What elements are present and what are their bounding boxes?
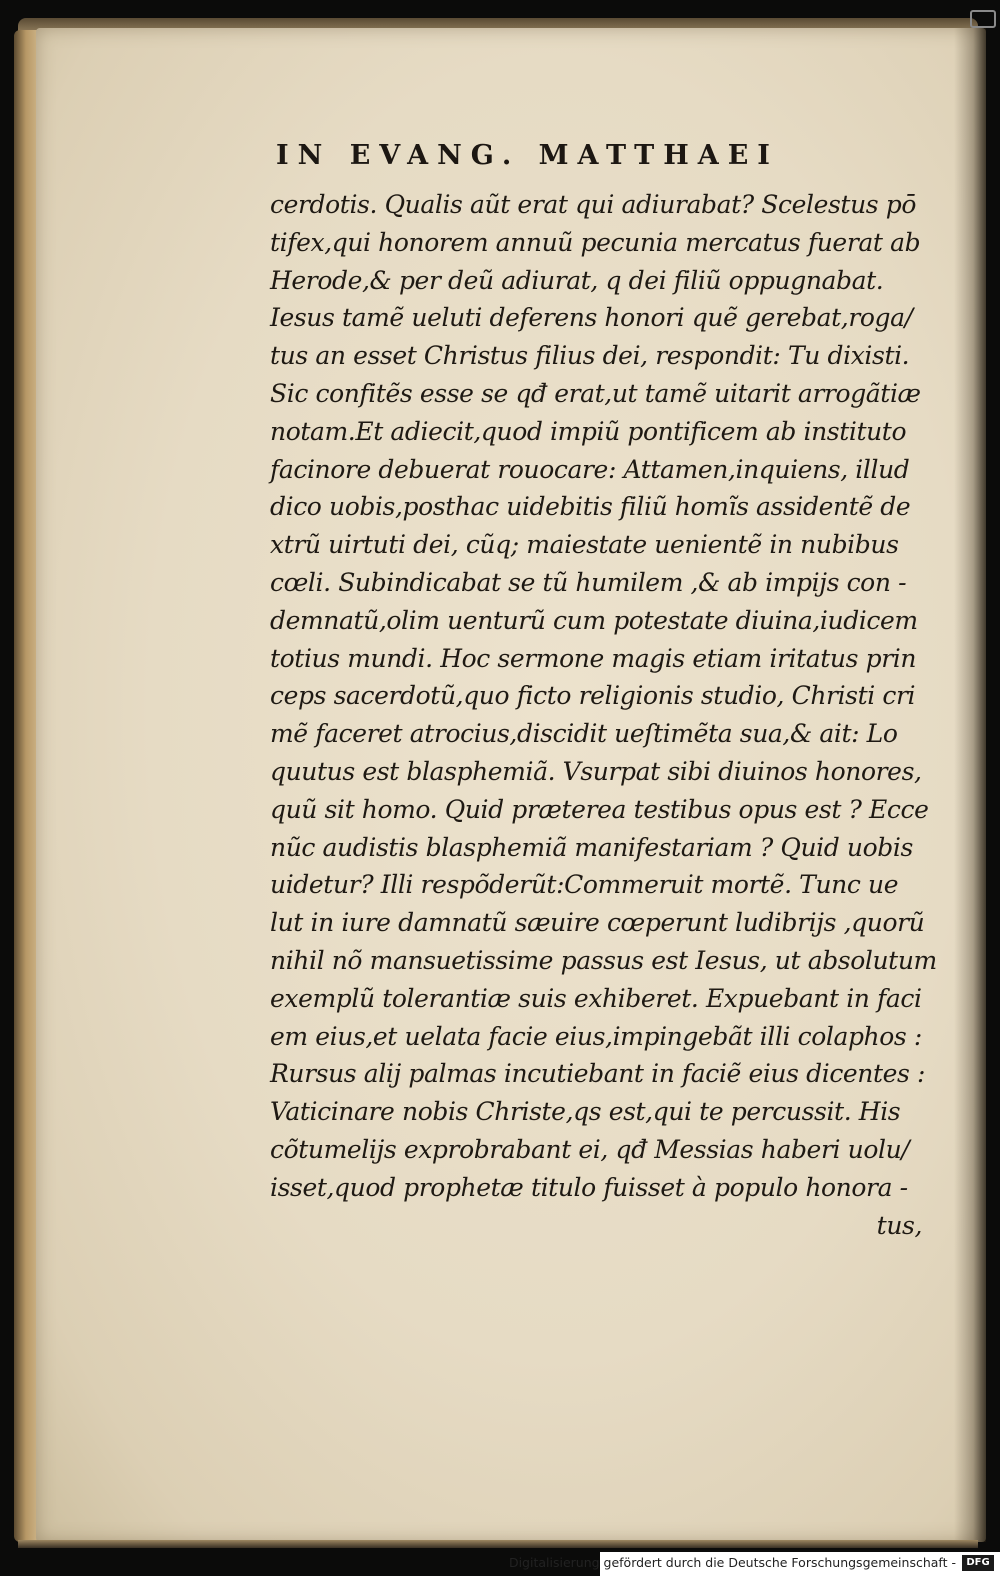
text-line: cœli. Subindicabat se tũ humilem ,& ab impijs con - — [270, 567, 907, 597]
body-text — [270, 186, 940, 1244]
text-line: nũc audistis blasphemiã manifestariam ? Quid uobis — [270, 832, 913, 862]
text-line: exemplũ tolerantiæ suis exhiberet. Expuebant in faci — [270, 983, 922, 1013]
binding-shadow — [954, 28, 986, 1542]
dfg-logo: DFG — [962, 1555, 994, 1571]
text-line: dico uobis,posthac uidebitis filiũ homĩs assidentẽ de — [270, 492, 911, 522]
book-bottom-edge — [18, 1540, 978, 1548]
text-line: nihil nõ mansuetissime passus est Iesus, ut absolutum — [270, 945, 937, 975]
text-line: em eius,et uelata facie eius,impingebãt illi colaphos : — [270, 1021, 922, 1051]
text-line: uidetur? Illi respõderũt:Commeruit mortẽ. Tunc ue — [270, 870, 899, 900]
text-line: lut in iure damnatũ sæuire cœperunt ludibrijs ,quorũ — [270, 908, 925, 938]
text-line: Herode,& per deũ adiurat, q dei filiũ oppugnabat. — [270, 265, 884, 295]
text-line: isset,quod prophetæ titulo fuisset à populo honora - — [270, 1172, 908, 1202]
text-line: quũ sit homo. Quid præterea testibus opus est ? Ecce — [270, 794, 929, 824]
text-line: tus an esset Christus filius dei, respondit: Tu dixisti. — [270, 341, 910, 371]
text-line: tifex,qui honorem annuũ pecunia mercatus fuerat ab — [270, 227, 921, 257]
text-line: Rursus alij palmas incutiebant in faciẽ eius dicentes : — [270, 1059, 926, 1089]
scan-corner-marker — [970, 10, 996, 28]
catchword-line: tus, — [876, 1210, 922, 1240]
funding-notice: Digitalisierung gefördert durch die Deutsche Forschungsgemeinschaft - — [508, 1555, 956, 1570]
text-line: demnatũ,olim uenturũ cum potestate diuina,iudicem — [270, 605, 918, 635]
text-line: Iesus tamẽ ueluti deferens honori quẽ gerebat,roga/ — [270, 303, 913, 333]
text-line: ceps sacerdotũ,quo ficto religionis studio, Christi cri — [270, 681, 916, 711]
text-line: Vaticinare nobis Christe,qs est,qui te percussit. His — [270, 1097, 901, 1127]
running-header: IN EVANG. MATTHAEI — [276, 140, 779, 171]
text-line: totius mundi. Hoc sermone magis etiam iritatus prin — [270, 643, 917, 673]
text-line: facinore debuerat rouocare: Attamen,inquiens, illud — [270, 454, 910, 484]
text-line: xtrũ uirtuti dei, cũq; maiestate uenientẽ in nubibus — [270, 530, 899, 560]
text-line: mẽ faceret atrocius,discidit ueſtimẽta sua,& ait: Lo — [270, 719, 898, 749]
text-line: cõtumelijs exprobrabant ei, qđ Messias haberi uolu/ — [270, 1134, 910, 1164]
text-line: quutus est blasphemiã. Vsurpat sibi diuinos honores, — [270, 756, 922, 786]
text-line: Sic confitẽs esse se qđ erat,ut tamẽ uitarit arrogãtiæ — [270, 378, 921, 408]
text-line: notam.Et adiecit,quod impiũ pontificem ab instituto — [270, 416, 907, 446]
text-line: cerdotis. Qualis aũt erat qui adiurabat? Scelestus pō — [270, 190, 917, 219]
